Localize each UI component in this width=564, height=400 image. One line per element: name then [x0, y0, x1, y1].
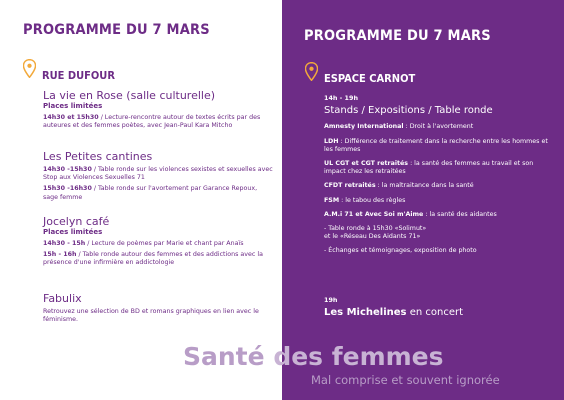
right-programme-title: PROGRAMME DU 7 MARS: [304, 28, 491, 44]
item-text: / Lecture-rencontre autour de textes écrits par des auteures et des femmes poètes, avec Jean-Paul Kara Mitcho: [43, 114, 261, 130]
item-text: / Lecture de poèmes par Marie et chant par Anaïs: [85, 240, 244, 247]
item-time: 15h30 -16h30: [43, 185, 92, 193]
banner-word-des-femmes: des femmes: [273, 342, 444, 371]
program-item: [43, 185, 273, 201]
stand-topic: : Différence de traitement dans la recherche entre les hommes et les femmes: [324, 137, 548, 153]
stand-org: Amnesty International: [324, 123, 404, 131]
roundtable-line-1: - Table ronde à 15h30 «Solimut»: [324, 224, 427, 232]
stand-topic: : la santé des aidantes: [423, 210, 497, 218]
item-time: 14h30 et 15h30: [43, 114, 99, 121]
places-limited-label: Places limitées: [43, 102, 103, 110]
item-text: / Table ronde sur l'avortement par Garance Repoux, sage femme: [43, 185, 258, 201]
concert-suffix: en concert: [406, 307, 463, 319]
program-item: [43, 251, 273, 267]
left-programme-title: PROGRAMME DU 7 MARS: [23, 22, 210, 38]
venue-la-vie-en-rose: [43, 89, 273, 130]
band-name: Les Michelines: [324, 307, 407, 319]
venue-les-petites-cantines: [43, 150, 273, 202]
item-text: / Table ronde sur les violences sexistes et sexuelles avec Stop aux Violences Sexuelles 71: [43, 166, 273, 182]
stand-org: CFDT retraités: [324, 182, 376, 190]
opening-hours: 14h - 19h: [324, 94, 358, 102]
stand-item: [324, 211, 549, 219]
item-text: / Table ronde autour des femmes et des addictions avec la présence d'une infirmière en addictologie: [43, 251, 263, 267]
right-location-label: ESPACE CARNOT: [324, 72, 416, 85]
stands-subtitle: Stands / Expositions / Table ronde: [324, 105, 493, 117]
stand-topic: : le tabou des règles: [339, 196, 406, 204]
location-pin-icon: [23, 59, 36, 78]
left-location-label: RUE DUFOUR: [42, 69, 115, 82]
stand-item: [324, 197, 549, 205]
venue-jocelyn-cafe: [43, 215, 273, 268]
exchanges-line: - Échanges et témoignages, exposition de photo: [324, 247, 477, 255]
stand-org: FSM: [324, 196, 340, 204]
concert-block: [324, 296, 549, 318]
roundtable-line-2: et le «Réseau Des Aidants 71»: [324, 233, 421, 241]
banner-word-sante: Santé: [183, 342, 265, 371]
program-item: [43, 166, 273, 182]
program-item: [43, 114, 273, 130]
stand-item: [324, 123, 549, 131]
concert-line: [324, 307, 549, 318]
stand-topic: : la santé des femmes au travail et son impact chez les retraitées: [324, 159, 534, 176]
stand-item: [324, 160, 549, 176]
espace-carnot-details: [324, 94, 549, 256]
location-pin-icon: [305, 62, 318, 81]
venue-description: Retrouvez une sélection de BD et romans graphiques en lien avec le féminisme.: [43, 308, 259, 324]
stand-item: [324, 182, 549, 190]
item-time: 15h - 16h: [43, 251, 77, 259]
venue-name: La vie en Rose (salle culturelle): [43, 89, 216, 102]
concert-time: 19h: [324, 296, 338, 304]
right-panel: [282, 0, 564, 400]
venue-name: Jocelyn café: [43, 215, 110, 228]
venue-name: Fabulix: [43, 292, 82, 305]
venue-name: Les Petites cantines: [43, 150, 153, 163]
item-time: 14h30 - 15h: [43, 240, 86, 247]
program-item: [43, 240, 273, 248]
stand-org: UL CGT et CGT retraités: [324, 159, 409, 167]
stand-org: A.M.i 71 et Avec Soi m'Aime: [324, 210, 424, 218]
stand-topic: : la maltraitance dans la santé: [375, 182, 474, 190]
places-limited-label: Places limitées: [43, 228, 103, 236]
venue-fabulix: [43, 292, 273, 324]
item-time: 14h30 -15h30: [43, 166, 92, 173]
stand-item: [324, 138, 549, 154]
banner-title: [183, 342, 444, 371]
banner-tagline: Mal comprise et souvent ignorée: [311, 373, 500, 387]
stand-topic: : Droit à l'avortement: [403, 123, 474, 131]
stand-org: LDH: [324, 137, 339, 145]
